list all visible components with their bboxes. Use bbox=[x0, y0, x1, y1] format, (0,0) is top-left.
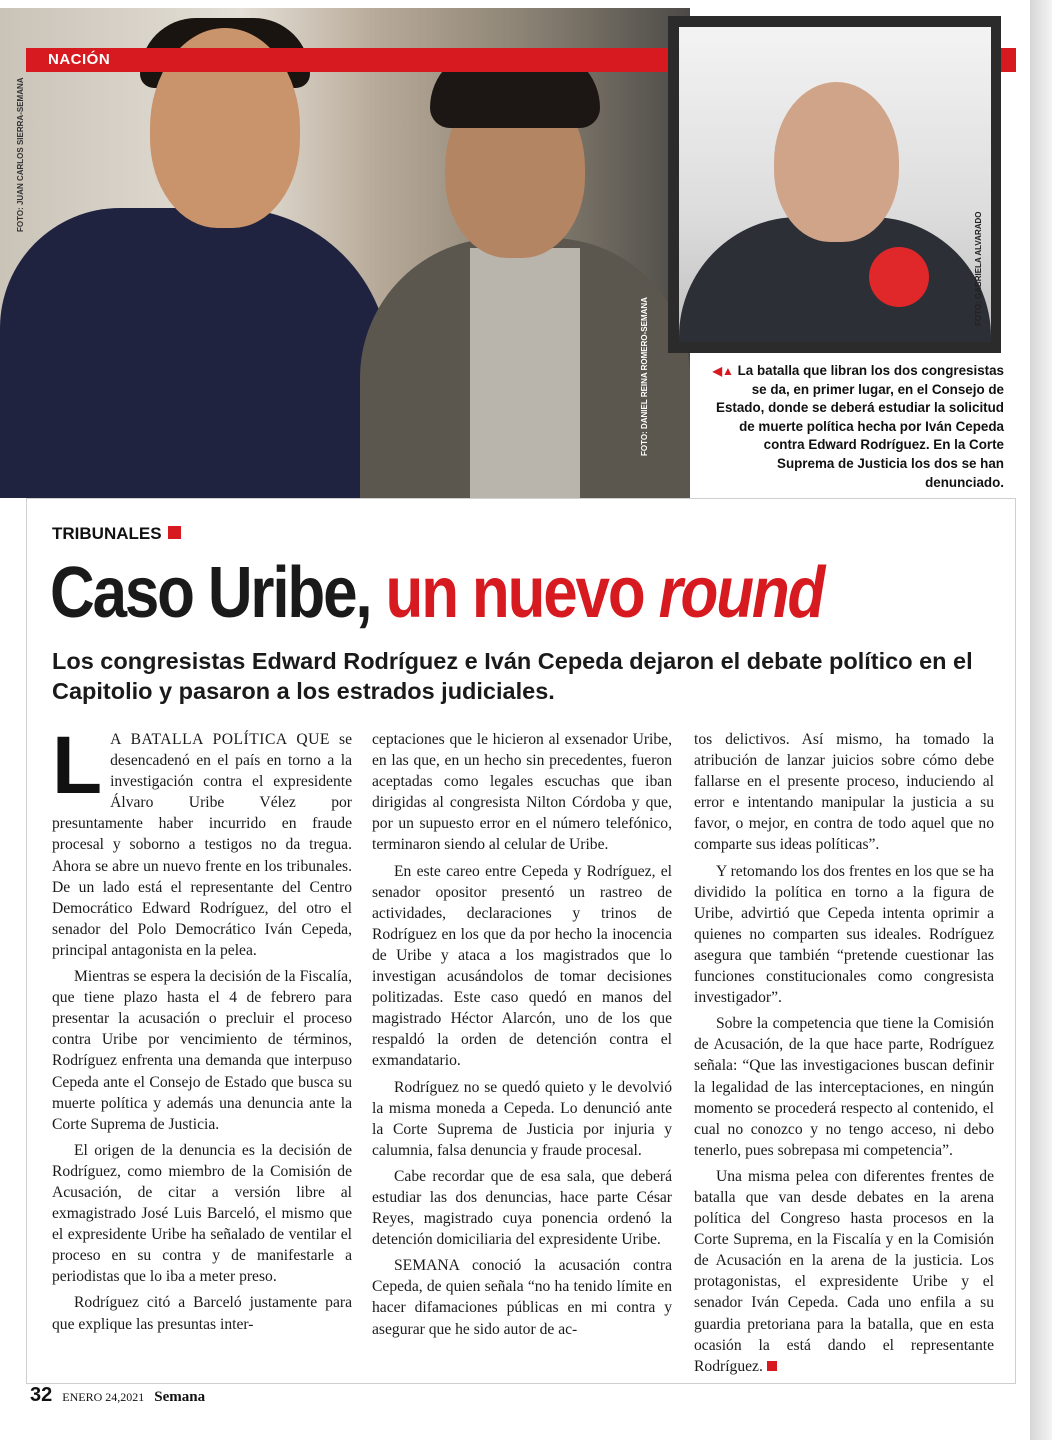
paragraph: Y retomando los dos frentes en los que se ha dividido la política en torno a la figura de Uribe, advirtió que Cepeda intenta oprimir a quienes no comparten sus ideales. Rodríguez asegura que también “pretende cuestionar las funciones constitucionales como congresista investigador”. bbox=[694, 862, 994, 1007]
paragraph: En este careo entre Cepeda y Rodríguez, el senador opositor presentó un rastreo de actividades, declaraciones y trinos de Rodríguez en los que da por hecho la inocencia de Uribe y ataca a los magistrados que lo investigan acusándolos de tomar decisiones politizadas. Este caso quedó en manos del magistrado Héctor Alarcón, uno de los que respaldó la orden de detención contra el exmandatario. bbox=[372, 862, 672, 1070]
person-right-shirt bbox=[470, 248, 580, 498]
kicker-label: TRIBUNALES bbox=[52, 524, 162, 543]
lead-caps: A BATALLA POLÍTICA QUE bbox=[110, 731, 330, 748]
headline-part-1: Caso Uribe, bbox=[50, 553, 371, 633]
inset-person-face bbox=[774, 82, 899, 242]
photo-credit-main: FOTO: JUAN CARLOS SIERRA-SEMANA bbox=[16, 77, 25, 232]
body-column-1 bbox=[52, 720, 352, 1335]
person-left-silhouette bbox=[0, 208, 390, 498]
photo-credit-inset: FOTO: GABRIELA ALVARADO bbox=[974, 211, 983, 326]
magazine-name: Semana bbox=[154, 1389, 206, 1405]
paragraph-continued: ceptaciones que le hicieron al exsenador Uribe, en las que, en un hecho sin precedentes, fueron aceptadas como legales escuchas que iban dirigidas al congresista Nilton Córdoba y que, por un supuesto error en el número telefónico, terminaron siendo al celular de Uribe. bbox=[372, 731, 672, 854]
end-square-icon bbox=[767, 1361, 777, 1371]
photo-credit-second: FOTO: DANIEL REINA ROMERO-SEMANA bbox=[640, 297, 649, 456]
page-footer bbox=[30, 1384, 205, 1407]
body-column-3 bbox=[694, 729, 994, 1377]
headline-part-2: un nuevo bbox=[385, 553, 644, 633]
deck: Los congresistas Edward Rodríguez e Iván Cepeda dejaron el debate político en el Capitolio y pasaron a los estrados judiciales. bbox=[52, 648, 973, 704]
page-number: 32 bbox=[30, 1384, 53, 1406]
paragraph: SEMANA conoció la acusación contra Cepeda, de quien señala “no ha tenido límite en hacer difamaciones públicas en mi contra y asegurar que he sido autor de ac- bbox=[372, 1257, 672, 1338]
paragraph: Cabe recordar que de esa sala, que deberá estudiar las dos denuncias, hace parte César Reyes, magistrado cuya ponencia ordenó la detención domiciliaria del expresidente Uribe. bbox=[372, 1167, 672, 1249]
issue-date: ENERO 24,2021 bbox=[62, 1390, 145, 1404]
paragraph: Mientras se espera la decisión de la Fiscalía, que tiene plazo hasta el 4 de febrero para presentar la acusación o precluir el proceso contra Uribe por vencimiento de términos, Rodríguez enfrenta una demanda que interpuso Cepeda ante el Consejo de Estado que busca su muerte política y además una denuncia ante la Corte Suprema de Justicia. bbox=[52, 968, 352, 1133]
paragraph-final bbox=[694, 1166, 994, 1377]
headline-part-3: round bbox=[658, 553, 824, 633]
paragraph: Sobre la competencia que tiene la Comisión de Acusación, de la que hace parte, Rodríguez señala: “Que las investigaciones buscan definir la legalidad de las interceptaciones, en ningún momento se procederá respecto al contenido, el cual no conozco y no tengo acceso, ni debo tenerlo, pues sobrepasa mi competencia”. bbox=[694, 1015, 994, 1159]
paragraph: Rodríguez no se quedó quieto y le devolvió la misma moneda a Cepeda. Lo denunció ante la Corte Suprema de Justicia por injuria y calumnia, falsa denuncia y fraude procesal. bbox=[372, 1078, 672, 1159]
paragraph: El origen de la denuncia es la decisión de Rodríguez, como miembro de la Comisión de Acusación, de citar a versión libre al exmagistrado José Luis Barceló, el mismo que el expresidente Uribe ha señalado de ventilar el proceso en su contra y de manifestarle a periodistas que lo iba a meter preso. bbox=[52, 1141, 352, 1286]
headline bbox=[50, 552, 884, 634]
body-column-2 bbox=[372, 729, 672, 1340]
lead-text: se desencadenó en el país en torno a la investigación contra el expresidente Álvaro Uribe Vélez por presuntamente haber incurrido en fraude procesal y soborno a testigos no da tregua. Ahora se abre un nuevo frente en los tribunales. De un lado está el representante del Centro Democrático Edward Rodríguez, del otro el senador del Polo Democrático Iván Cepeda, principal antagonista en la pelea. bbox=[52, 731, 352, 959]
kicker-square-icon bbox=[168, 526, 181, 539]
paragraph-continued: tos delictivos. Así mismo, ha tomado la atribución de lanzar juicios sobre cómo debe fallarse en el presente proceso, induciendo al error e intentando manipular la justicia a su favor, o mejor, en contra de todo aquel que no comparte sus ideas políticas”. bbox=[694, 731, 994, 854]
microphone bbox=[869, 247, 929, 307]
inset-photo bbox=[679, 27, 991, 342]
paragraph-lead bbox=[52, 720, 352, 961]
kicker bbox=[52, 524, 181, 544]
section-label: NACIÓN bbox=[48, 51, 111, 68]
photo-caption bbox=[708, 362, 1004, 492]
caption-text: La batalla que libran los dos congresistas se da, en primer lugar, en el Consejo de Estado, donde se deberá estudiar la solicitud de muerte política hecha por Iván Cepeda contra Edward Rodríguez. En la Corte Suprema de Justicia los dos se han denunciado. bbox=[716, 363, 1004, 490]
final-text: Una misma pelea con diferentes frentes de batalla que van desde debates en la arena política del Congreso hasta procesos en la Corte Suprema, en la Fiscalía y en la Comisión de Acusación en la arena de la justicia. Los protagonistas, el expresidente Uribe y el senador Iván Cepeda. Cada uno enfila a su guardia pretoriana para la batalla, que en esta ocasión la está dando el representante Rodríguez. bbox=[694, 1167, 994, 1375]
main-photo bbox=[0, 8, 690, 498]
page-edge bbox=[1030, 0, 1052, 1440]
paragraph: Rodríguez citó a Barceló justamente para que explique las presuntas inter- bbox=[52, 1294, 352, 1333]
drop-cap: L bbox=[52, 720, 103, 811]
caption-arrow-icon: ◀▲ bbox=[712, 364, 734, 378]
